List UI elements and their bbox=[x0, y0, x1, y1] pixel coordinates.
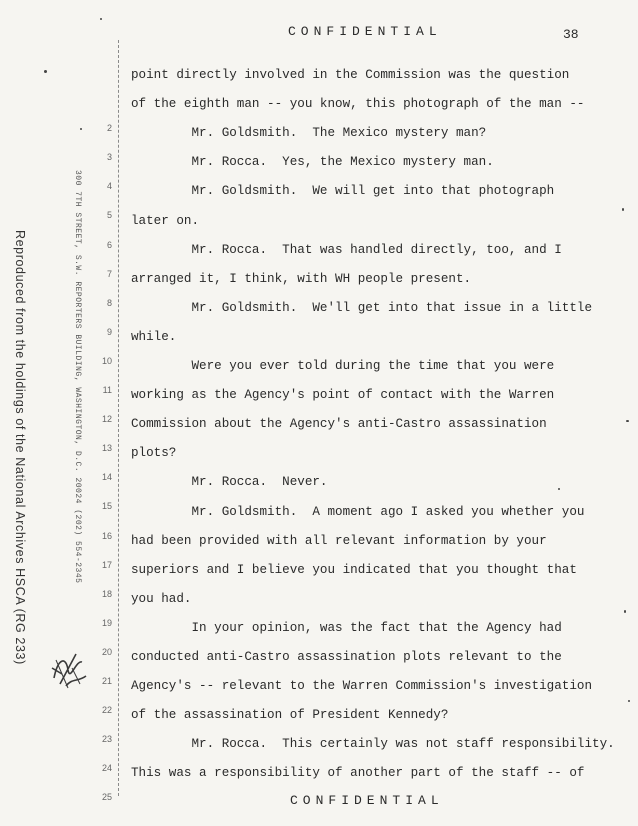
line-number: 14 bbox=[101, 472, 112, 483]
line-number: 13 bbox=[101, 443, 112, 454]
line-number: 7 bbox=[106, 268, 112, 279]
transcript-line: superiors and I believe you indicated that you thought that bbox=[131, 562, 577, 577]
transcript-line: point directly involved in the Commission was the question bbox=[131, 68, 570, 82]
scan-speck bbox=[100, 18, 102, 20]
footer-confidential-stamp: CONFIDENTIAL bbox=[290, 793, 444, 808]
transcript-line: arranged it, I think, with WH people present. bbox=[131, 271, 472, 286]
transcript-line: Mr. Goldsmith. The Mexico mystery man? bbox=[131, 126, 487, 141]
transcript-line: had been provided with all relevant information by your bbox=[131, 533, 547, 548]
scan-speck bbox=[558, 488, 560, 490]
transcript-line: Mr. Goldsmith. We will get into that photograph bbox=[131, 184, 555, 199]
scan-speck bbox=[44, 70, 47, 73]
transcript-line: working as the Agency's point of contact with the Warren bbox=[131, 388, 555, 403]
archives-reproduction-note: Reproduced from the holdings of the National Archives HSCA (RG 233) bbox=[13, 230, 27, 665]
line-number: 17 bbox=[101, 559, 112, 570]
line-number: 23 bbox=[101, 734, 112, 745]
line-number: 16 bbox=[101, 530, 112, 541]
transcript-line: Commission about the Agency's anti-Castro assassination bbox=[131, 417, 547, 432]
scan-speck bbox=[628, 700, 630, 702]
reporter-address-note: 300 7TH STREET, S.W. REPORTERS BUILDING, WASHINGTON, D.C. 20024 (202) 554-2345 bbox=[73, 170, 82, 584]
transcript-line: Mr. Goldsmith. We'll get into that issue in a little bbox=[131, 300, 593, 315]
scan-speck bbox=[626, 420, 629, 422]
page-number: 38 bbox=[563, 27, 579, 42]
transcript-line: later on. bbox=[131, 213, 200, 228]
transcript-line: In your opinion, was the fact that the Agency had bbox=[131, 620, 562, 635]
line-number: 5 bbox=[106, 210, 112, 221]
line-number: 19 bbox=[101, 617, 112, 628]
transcript-line: Were you ever told during the time that you were bbox=[131, 359, 555, 373]
line-number: 20 bbox=[101, 646, 112, 657]
line-number: 10 bbox=[101, 355, 112, 366]
line-number: 9 bbox=[106, 326, 112, 337]
transcript-line: while. bbox=[131, 329, 177, 344]
transcript-line: of the eighth man -- you know, this photograph of the man -- bbox=[131, 97, 585, 112]
scan-speck bbox=[622, 208, 624, 211]
line-number: 11 bbox=[102, 385, 112, 395]
line-number: 24 bbox=[101, 763, 112, 774]
line-number: 25 bbox=[101, 792, 112, 803]
line-number: 6 bbox=[106, 239, 112, 250]
line-number: 3 bbox=[106, 152, 112, 163]
transcript-line: Mr. Rocca. That was handled directly, too, and I bbox=[131, 242, 562, 257]
line-number: 18 bbox=[101, 588, 112, 599]
line-number: 22 bbox=[101, 705, 112, 716]
line-number: 12 bbox=[101, 414, 112, 425]
transcript-line: conducted anti-Castro assassination plots relevant to the bbox=[131, 650, 562, 664]
line-number: 4 bbox=[106, 181, 112, 192]
transcript-line: This was a responsibility of another part of the staff -- of bbox=[131, 766, 585, 781]
scan-speck bbox=[80, 128, 82, 130]
transcript-line: Mr. Rocca. This certainly was not staff responsibility. bbox=[131, 737, 615, 752]
line-number: 21 bbox=[101, 676, 112, 686]
line-number: 15 bbox=[101, 501, 112, 512]
transcript-line: plots? bbox=[131, 446, 177, 461]
archive-stamp-mark bbox=[46, 648, 92, 692]
scan-speck bbox=[624, 610, 626, 613]
transcript-line: you had. bbox=[131, 591, 192, 606]
line-number: 8 bbox=[106, 297, 112, 308]
line-number: 2 bbox=[106, 123, 112, 134]
header-confidential-stamp: CONFIDENTIAL bbox=[288, 24, 442, 39]
left-margin-rule bbox=[118, 40, 119, 796]
transcript-line: of the assassination of President Kennedy? bbox=[131, 708, 449, 723]
transcript-line: Mr. Rocca. Never. bbox=[131, 475, 328, 490]
transcript-line: Mr. Rocca. Yes, the Mexico mystery man. bbox=[131, 155, 494, 170]
transcript-line: Mr. Goldsmith. A moment ago I asked you whether you bbox=[131, 504, 585, 519]
transcript-line: Agency's -- relevant to the Warren Commission's investigation bbox=[131, 679, 593, 694]
